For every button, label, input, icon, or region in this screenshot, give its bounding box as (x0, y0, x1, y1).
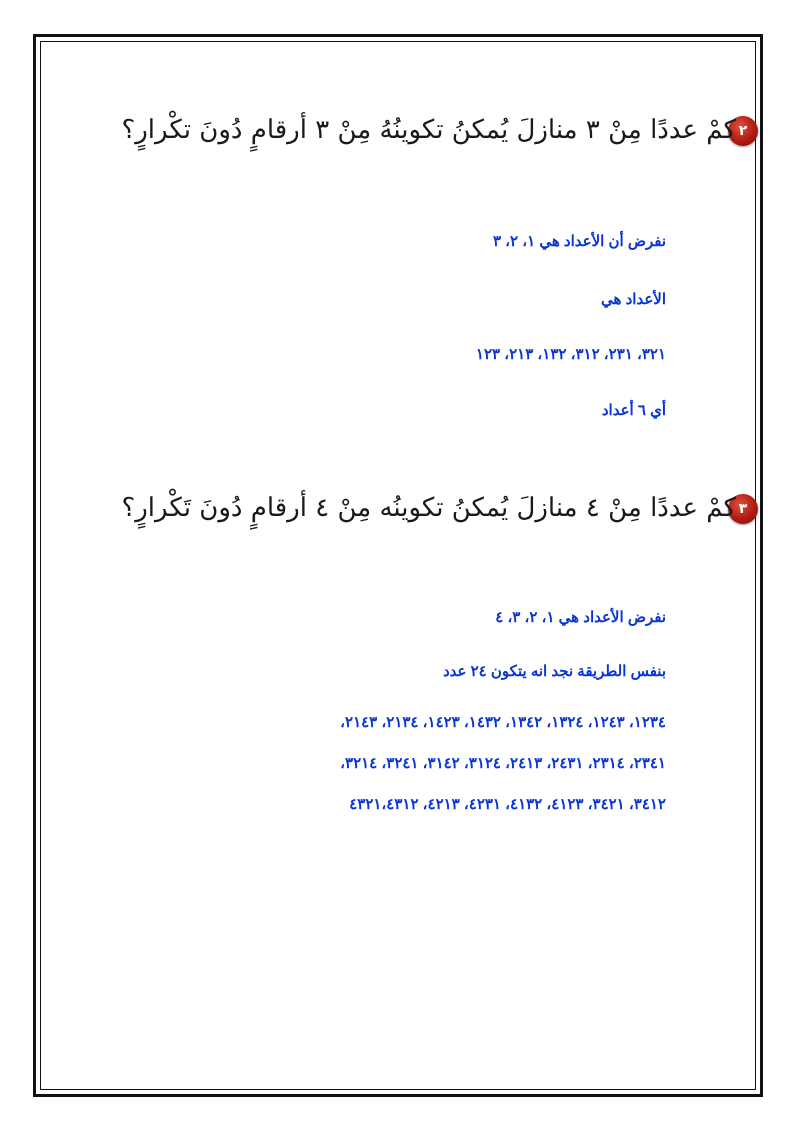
question-number-badge: ٣ (728, 494, 758, 524)
answer-numbers-line: ٣٤١٢، ٣٤٢١، ٤١٢٣، ٤١٣٢، ٤٢٣١، ٤٢١٣، ٤٣٢١،٤٣١٢ (349, 796, 666, 813)
question-number-badge: ٢ (728, 116, 758, 146)
answer-numbers-line: ١٢٣٤، ١٢٤٣، ١٣٢٤، ١٣٤٢، ١٤٣٢، ١٤٢٣، ٢١٣٤، ٢١٤٣، (340, 714, 666, 731)
answer-line: بنفس الطريقة نجد انه يتكون ٢٤ عدد (442, 663, 666, 680)
answer-line: أي ٦ أعداد (601, 402, 666, 419)
answer-line: نفرض أن الأعداد هي ١، ٢، ٣ (492, 233, 666, 250)
answer-numbers-line: ٢٣٤١، ٢٣١٤، ٢٤٣١، ٢٤١٣، ٣١٢٤، ٣١٤٢، ٣٢٤١، ٣٢١٤، (340, 755, 666, 772)
question-text: كمْ عددًا مِنْ ٤ منازلَ يُمكنُ تكوينُه مِنْ ٤ أرقامٍ دُونَ تَكْرارٍ؟ (121, 493, 736, 523)
answer-line: الأعداد هي (601, 291, 666, 308)
answer-line: نفرض الأعداد هي ١، ٢، ٣، ٤ (495, 609, 666, 626)
question-text: كمْ عددًا مِنْ ٣ منازلَ يُمكنُ تكوينُهُ مِنْ ٣ أرقامٍ دُونَ تكْرارٍ؟ (121, 115, 736, 145)
answer-numbers-line: ٣٢١، ٢٣١، ٣١٢، ١٣٢، ٢١٣، ١٢٣ (475, 346, 666, 363)
page-border-inner (40, 41, 756, 1090)
